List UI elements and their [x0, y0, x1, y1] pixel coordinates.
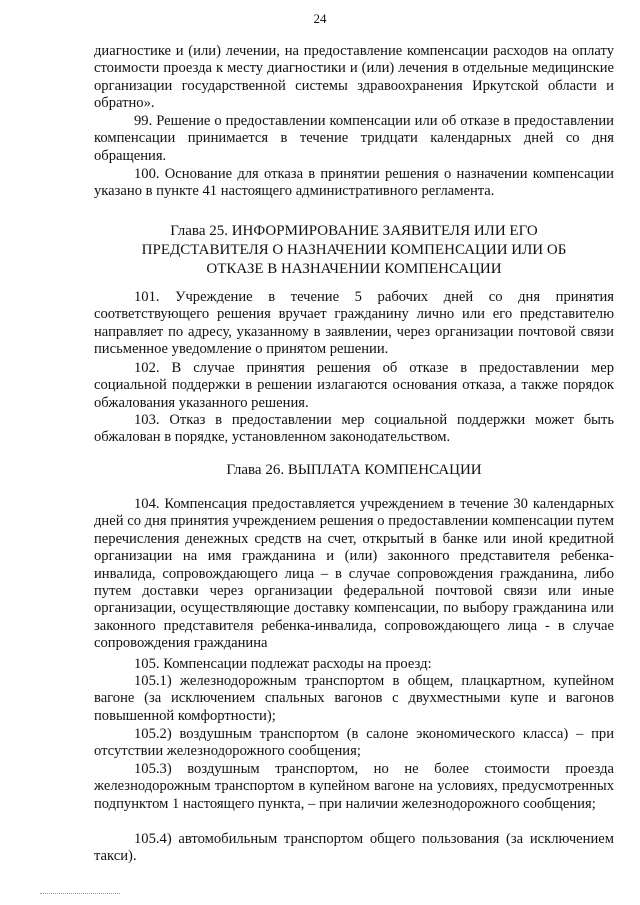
paragraph-105-2: 105.2) воздушным транспортом (в салоне экономического класса) – при отсутствии железнодорожного сообщения;	[94, 726, 614, 760]
paragraph-104: 104. Компенсация предоставляется учреждением в течение 30 календарных дней со дня принятия учреждением решения о предоставлении компенсации путем перечисления денежных средств на счет, открытый в банке или иной кредитной организации на имя гражданина и (или) законного представителя ребенка-инвалида, сопровождающего лица – в случае сопровождения гражданина, либо путем доставки через организации федеральной почтовой связи или иные организации, осуществляющие доставку компенсации, по выбору гражданина или законного представителя ребенка-инвалида, сопровождающего лица - в случае сопровождения гражданина	[94, 496, 614, 652]
paragraph-102: 102. В случае принятия решения об отказе в предоставлении мер социальной поддержки в решении излагаются основания отказа, а также порядок обжалования указанного решения.	[94, 360, 614, 411]
paragraph-105-3: 105.3) воздушным транспортом, но не более стоимости проезда железнодорожным транспортом в купейном вагоне на условиях, предусмотренных подпунктом 1 настоящего пункта, – при наличии железнодорожного сообщения;	[94, 761, 614, 812]
paragraph-continuation: диагностике и (или) лечении, на предоставление компенсации расходов на оплату стоимости проезда к месту диагностики и (или) лечения в отдельные медицинские организации государственной системы здравоохранения Иркутской области и обратно».	[94, 43, 614, 112]
chapter-25-heading: Глава 25. ИНФОРМИРОВАНИЕ ЗАЯВИТЕЛЯ ИЛИ ЕГО ПРЕДСТАВИТЕЛЯ О НАЗНАЧЕНИИ КОМПЕНСАЦИИ ИЛИ ОБ ОТКАЗЕ В НАЗНАЧЕНИИ КОМПЕНСАЦИИ	[141, 223, 567, 277]
paragraph-105-1: 105.1) железнодорожным транспортом в общем, плацкартном, купейном вагоне (за исключением спальных вагонов с двухместными купе и вагонов повышенной комфортности);	[94, 673, 614, 724]
paragraph-99: 99. Решение о предоставлении компенсации или об отказе в предоставлении компенсации принимается в течение тридцати календарных дней со дня обращения.	[94, 113, 614, 164]
chapter-26-heading: Глава 26. ВЫПЛАТА КОМПЕНСАЦИИ	[226, 462, 482, 478]
paragraph-105-4: 105.4) автомобильным транспортом общего пользования (за исключением такси).	[94, 831, 614, 865]
paragraph-100: 100. Основание для отказа в принятии решения о назначении компенсации указано в пункте 41 настоящего административного регламента.	[94, 166, 614, 200]
paragraph-105: 105. Компенсации подлежат расходы на проезд:	[134, 656, 432, 672]
paragraph-101: 101. Учреждение в течение 5 рабочих дней со дня принятия соответствующего решения вручает гражданину лично или его представителю направляет по адресу, указанному в заявлении, через организации почтовой связи письменное уведомление о принятом решении.	[94, 289, 614, 358]
page-number: 24	[313, 11, 327, 26]
footer-divider	[40, 893, 120, 894]
paragraph-103: 103. Отказ в предоставлении мер социальной поддержки может быть обжалован в порядке, установленном законодательством.	[94, 412, 614, 446]
